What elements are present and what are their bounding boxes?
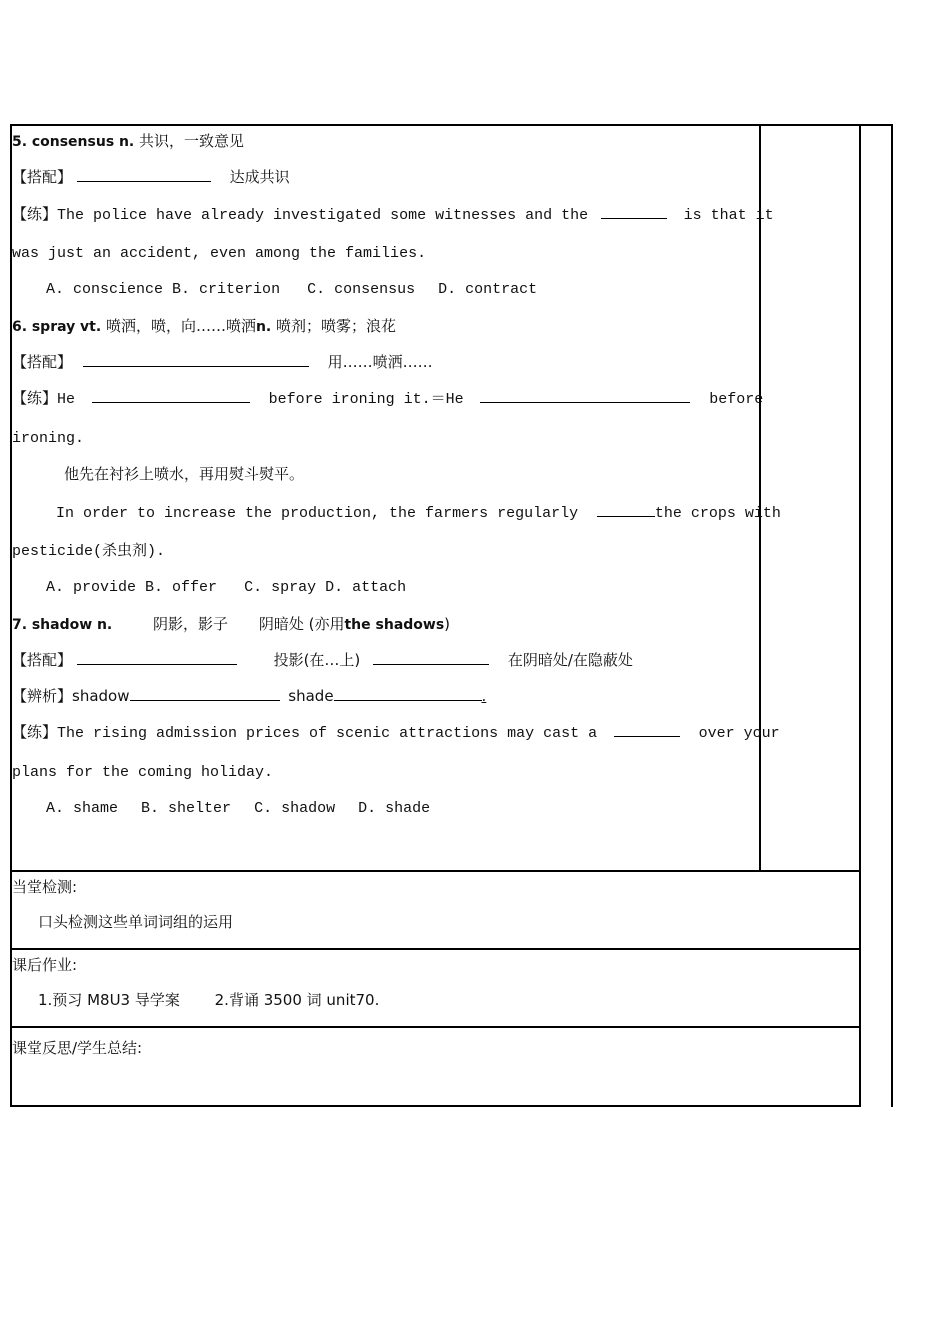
practice-tag: 【练】	[12, 723, 58, 741]
homework-title: 课后作业:	[12, 956, 78, 974]
answer-blank[interactable]	[77, 166, 211, 182]
practice-text: is that it	[683, 207, 774, 224]
practice-tag: 【练】	[12, 389, 58, 407]
answer-blank[interactable]	[373, 649, 489, 665]
analysis-tag: 【辨析】	[12, 687, 73, 705]
practice-text: The rising admission prices of scenic attractions may cast a	[57, 725, 598, 742]
item7-pos: n.	[96, 617, 113, 633]
table-right-border	[859, 124, 861, 1107]
item6-meaning2: 喷剂；喷雾；浪花	[276, 317, 397, 335]
item7-meaning2: 阴暗处	[258, 615, 304, 633]
answer-blank[interactable]	[480, 387, 690, 403]
collocation-tag: 【搭配】	[12, 353, 73, 371]
item6-collocation	[12, 351, 433, 372]
option-b: B. shelter	[141, 800, 232, 817]
item6-practice-line3	[56, 501, 781, 524]
row-divider-reflection	[10, 1026, 861, 1028]
practice-text: over your	[698, 725, 780, 742]
item7-collocation	[12, 649, 633, 670]
answer-blank[interactable]	[601, 203, 667, 219]
outer-right-border	[891, 124, 893, 1107]
homework-items	[38, 990, 379, 1010]
table-bottom-border	[10, 1105, 861, 1107]
item6-practice-line1	[12, 387, 763, 410]
item6-pos2: n.	[255, 319, 272, 335]
homework-item-2: 2.背诵 3500 词 unit70.	[214, 991, 380, 1009]
option-a: A. provide	[46, 579, 137, 596]
item5-practice-line2: was just an accident, even among the families.	[12, 245, 427, 262]
option-d: D. contract	[438, 281, 538, 298]
answer-blank[interactable]	[614, 721, 680, 737]
item7-options	[46, 799, 430, 819]
item6-practice-line2: ironing.	[12, 430, 85, 447]
item5-practice-line1	[12, 203, 774, 226]
row-divider-check	[10, 870, 861, 872]
item7-meaning2-note: (亦用	[308, 615, 345, 633]
item7-word: shadow	[31, 617, 93, 633]
item6-number: 6.	[12, 319, 28, 335]
item7-meaning2-close: )	[444, 615, 451, 633]
collocation-tag: 【搭配】	[12, 168, 73, 186]
collocation-tag: 【搭配】	[12, 651, 73, 669]
item5-meaning: 共识，一致意见	[139, 132, 245, 150]
answer-blank[interactable]	[334, 685, 482, 701]
item7-meaning: 阴影，影子	[153, 615, 229, 633]
item7-number: 7.	[12, 617, 28, 633]
item6-word: spray	[31, 319, 76, 335]
item5-heading	[12, 131, 244, 152]
practice-text: The police have already investigated some witnesses and the	[57, 207, 589, 224]
check-content: 口头检测这些单词词组的运用	[38, 913, 234, 931]
answer-blank[interactable]	[83, 351, 309, 367]
item7-heading	[12, 614, 450, 635]
item6-meaning: 喷洒，喷，向……喷洒	[105, 317, 256, 335]
item6-chinese-hint: 他先在衬衫上喷水，再用熨斗熨平。	[64, 465, 305, 483]
answer-blank[interactable]	[77, 649, 237, 665]
option-d: D. shade	[358, 800, 431, 817]
practice-text: before	[709, 391, 764, 408]
answer-blank[interactable]	[597, 501, 655, 517]
option-c: C. consensus	[307, 281, 416, 298]
item7-meaning2-phrase: the shadows	[344, 617, 445, 633]
option-a: A. conscience	[46, 281, 164, 298]
practice-tag: 【练】	[12, 205, 58, 223]
item7-practice-line2: plans for the coming holiday.	[12, 764, 274, 781]
item5-word: consensus	[31, 134, 115, 150]
option-c: C. spray	[244, 579, 317, 596]
option-c: C. shadow	[254, 800, 336, 817]
item5-options	[46, 280, 537, 300]
collocation-gloss: 在阴暗处/在隐蔽处	[507, 651, 633, 669]
analysis-word: shadow	[72, 687, 130, 705]
reflection-title: 课堂反思/学生总结:	[12, 1039, 143, 1057]
answer-blank[interactable]	[130, 685, 280, 701]
collocation-gloss: 用……喷洒……	[327, 353, 433, 371]
answer-blank[interactable]	[92, 387, 250, 403]
item7-practice-line1	[12, 721, 780, 744]
item5-number: 5.	[12, 134, 28, 150]
item6-pos: vt.	[80, 319, 102, 335]
analysis-word: shade	[288, 687, 334, 705]
collocation-gloss: 达成共识	[229, 168, 290, 186]
option-a: A. shame	[46, 800, 119, 817]
item5-pos: n.	[118, 134, 135, 150]
option-b: B. offer	[145, 579, 218, 596]
option-d: D. attach	[325, 579, 407, 596]
practice-text: before ironing it.＝He	[268, 391, 464, 408]
practice-text: the crops with	[654, 505, 781, 522]
check-title: 当堂检测:	[12, 878, 78, 896]
item5-collocation	[12, 166, 290, 187]
practice-text: In order to increase the production, the farmers regularly	[56, 505, 579, 522]
row-divider-homework	[10, 948, 861, 950]
inner-column-divider	[759, 124, 761, 872]
item6-options	[46, 578, 406, 598]
item6-practice-line4: pesticide(杀虫剂).	[12, 543, 166, 560]
homework-item-1: 1.预习 M8U3 导学案	[38, 991, 180, 1009]
practice-text: He	[57, 391, 76, 408]
item6-heading	[12, 316, 396, 337]
item7-analysis	[12, 685, 486, 706]
collocation-gloss: 投影(在…上)	[273, 651, 361, 669]
analysis-end: .	[481, 687, 487, 705]
option-b: B. criterion	[172, 281, 281, 298]
